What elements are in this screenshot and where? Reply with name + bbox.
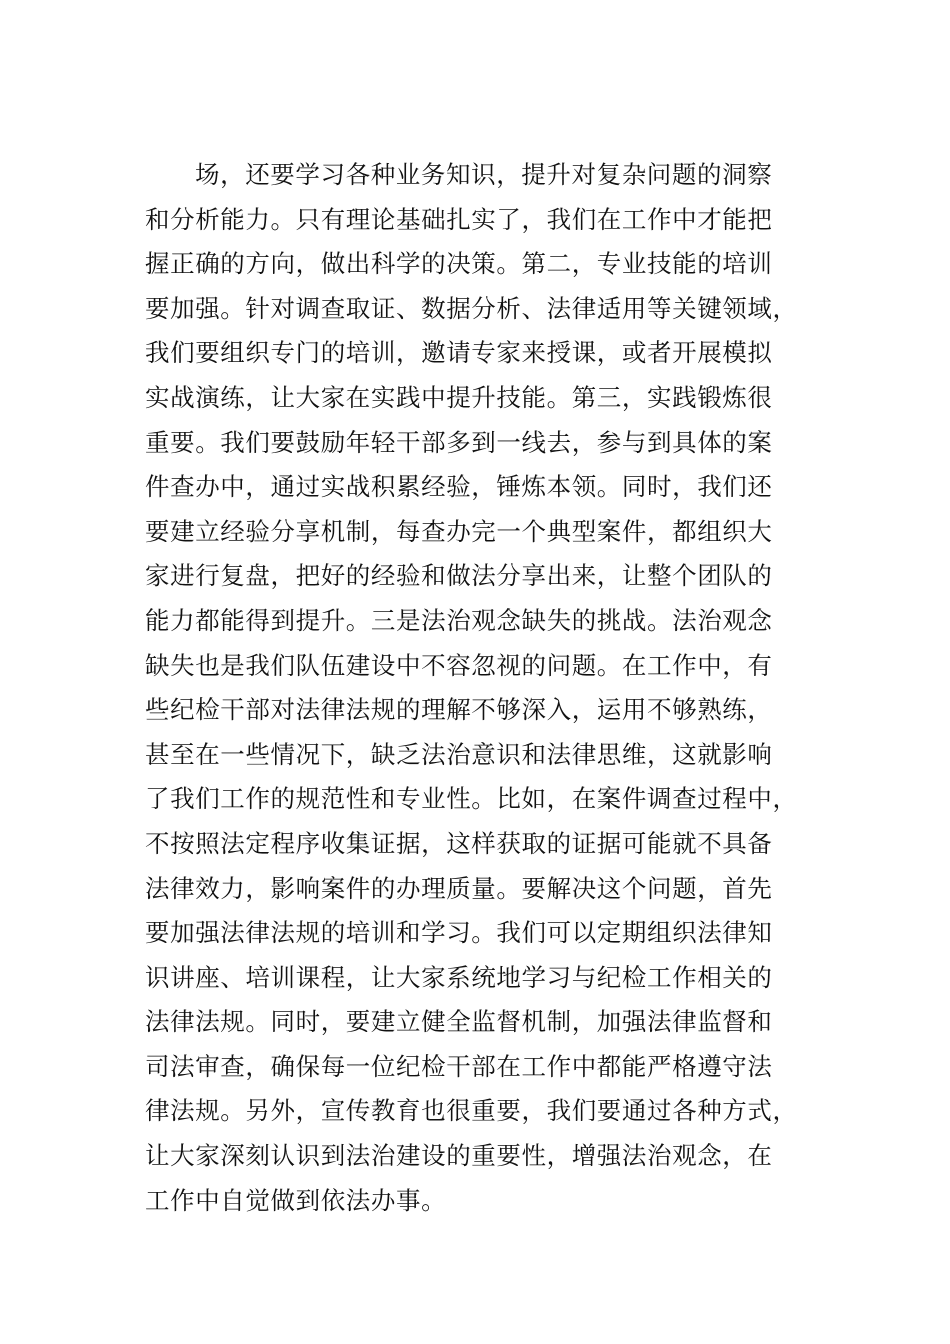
text-line: 件查办中，通过实战积累经验，锤炼本领。同时，我们还 <box>145 472 773 502</box>
text-line: 些纪检干部对法律法规的理解不够深入，运用不够熟练， <box>145 695 773 725</box>
text-line: 要加强法律法规的培训和学习。我们可以定期组织法律知 <box>145 918 773 948</box>
text-line: 工作中自觉做到依法办事。 <box>145 1185 447 1215</box>
text-line: 实战演练，让大家在实践中提升技能。第三，实践锻炼很 <box>145 382 773 412</box>
text-line: 了我们工作的规范性和专业性。比如，在案件调查过程中， <box>145 784 798 814</box>
text-line: 家进行复盘，把好的经验和做法分享出来，让整个团队的 <box>145 561 773 591</box>
text-line: 能力都能得到提升。三是法治观念缺失的挑战。法治观念 <box>145 605 773 635</box>
text-line: 和分析能力。只有理论基础扎实了，我们在工作中才能把 <box>145 204 773 234</box>
text-line: 场，还要学习各种业务知识，提升对复杂问题的洞察 <box>195 160 773 189</box>
text-line: 甚至在一些情况下，缺乏法治意识和法律思维，这就影响 <box>145 739 773 769</box>
text-line: 法律效力，影响案件的办理质量。要解决这个问题，首先 <box>145 873 773 903</box>
text-line: 我们要组织专门的培训，邀请专家来授课，或者开展模拟 <box>145 338 773 368</box>
text-line: 让大家深刻认识到法治建设的重要性，增强法治观念，在 <box>145 1141 773 1171</box>
text-line: 要加强。针对调查取证、数据分析、法律适用等关键领域， <box>145 293 798 323</box>
text-line: 识讲座、培训课程，让大家系统地学习与纪检工作相关的 <box>145 962 773 992</box>
text-line: 法律法规。同时，要建立健全监督机制，加强法律监督和 <box>145 1007 773 1037</box>
text-line: 司法审查，确保每一位纪检干部在工作中都能严格遵守法 <box>145 1051 773 1081</box>
text-line: 重要。我们要鼓励年轻干部多到一线去，参与到具体的案 <box>145 427 773 457</box>
text-line: 缺失也是我们队伍建设中不容忽视的问题。在工作中，有 <box>145 650 773 680</box>
body-paragraph <box>145 153 810 1223</box>
text-line: 要建立经验分享机制，每查办完一个典型案件，都组织大 <box>145 516 773 546</box>
text-line: 不按照法定程序收集证据，这样获取的证据可能就不具备 <box>145 828 773 858</box>
text-line: 律法规。另外，宣传教育也很重要，我们要通过各种方式， <box>145 1096 798 1126</box>
text-line: 握正确的方向，做出科学的决策。第二，专业技能的培训 <box>145 249 773 279</box>
